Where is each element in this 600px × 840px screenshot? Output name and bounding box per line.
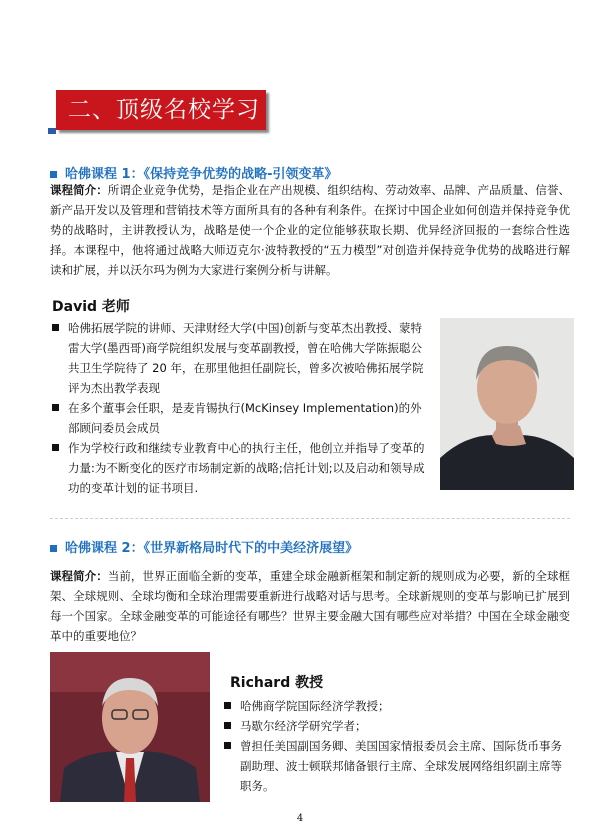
bio-item: 在多个董事会任职，是麦肯锡执行(McKinsey Implementation)的外部顾问委员会成员: [50, 398, 430, 438]
course1-intro-label: 课程简介：: [50, 183, 108, 197]
course1-heading-text: 哈佛课程 1：《保持竞争优势的战略-引领变革》: [65, 167, 338, 182]
course2-intro: [50, 566, 570, 646]
section-title: 二、顶级名校学习: [56, 90, 266, 130]
bio-item: 曾担任美国副国务卿、美国国家情报委员会主席、国际货币事务副助理、波士顿联邦储备银行主席、全球发展网络组织副主席等职务。: [222, 736, 562, 796]
bio-item: 作为学校行政和继续专业教育中心的执行主任，他创立并指导了变革的力量:为不断变化的医疗市场制定新的战略;信托计划;以及启动和领导成功的变革计划的证书项目.: [50, 438, 430, 498]
square-bullet-icon: [50, 171, 57, 178]
section-divider: [50, 518, 570, 519]
bio-item: 哈佛商学院国际经济学教授；: [222, 696, 562, 716]
course2-heading-text: 哈佛课程 2：《世界新格局时代下的中美经济展望》: [65, 541, 359, 556]
square-bullet-icon: [50, 545, 57, 552]
title-accent-bar: [48, 128, 56, 134]
teacher-richard-photo: [50, 652, 210, 802]
teacher-david-photo: [440, 318, 574, 490]
portrait-richard-icon: [50, 652, 210, 802]
course2-intro-label: 课程简介：: [50, 569, 108, 583]
bio-item: 马歇尔经济学研究学者；: [222, 716, 562, 736]
teacher-richard-name: Richard 教授: [230, 675, 324, 691]
course1-intro-text: 所谓企业竞争优势，是指企业在产出规模、组织结构、劳动效率、品牌、产品质量、信誉、新产品开发以及管理和营销技术等方面所具有的各种有利条件。在探讨中国企业如何创造并保持竞争优势的战略时，主讲教授认为，战略是使一个企业的定位能够获取长期、优异经济回报的一套综合性选择。本课程中，他将通过战略大师迈克尔·波特教授的“五力模型”对创造并保持竞争优势的战略进行解读和扩展，并以沃尔玛为例为大家进行案例分析与讲解。: [50, 183, 571, 277]
course2-intro-text: 当前，世界正面临全新的变革，重建全球金融新框架和制定新的规则成为必要，新的全球框架、全球规则、全球均衡和全球治理需要重新进行战略对话与思考。全球新规则的变革与影响已扩展到每一个国家。全球金融变革的可能途径有哪些？世界主要金融大国有哪些应对举措？中国在全球金融变革中的重要地位？: [50, 569, 571, 643]
bio-item: 哈佛拓展学院的讲师、天津财经大学(中国)创新与变革杰出教授、蒙特雷大学(墨西哥)商学院组织发展与变革副教授，曾在哈佛大学陈振聪公共卫生学院待了 20 年，在那里他担任副院长，曾多次被哈佛拓展学院评为杰出教学表现: [50, 318, 430, 398]
teacher-richard-bio: [222, 696, 562, 796]
course1-intro: [50, 180, 570, 280]
course2-heading: [50, 537, 358, 556]
page-number: 4: [296, 813, 304, 824]
teacher-david-bio: [50, 318, 430, 498]
portrait-david-icon: [440, 318, 574, 490]
teacher-david-name: David 老师: [52, 299, 130, 315]
